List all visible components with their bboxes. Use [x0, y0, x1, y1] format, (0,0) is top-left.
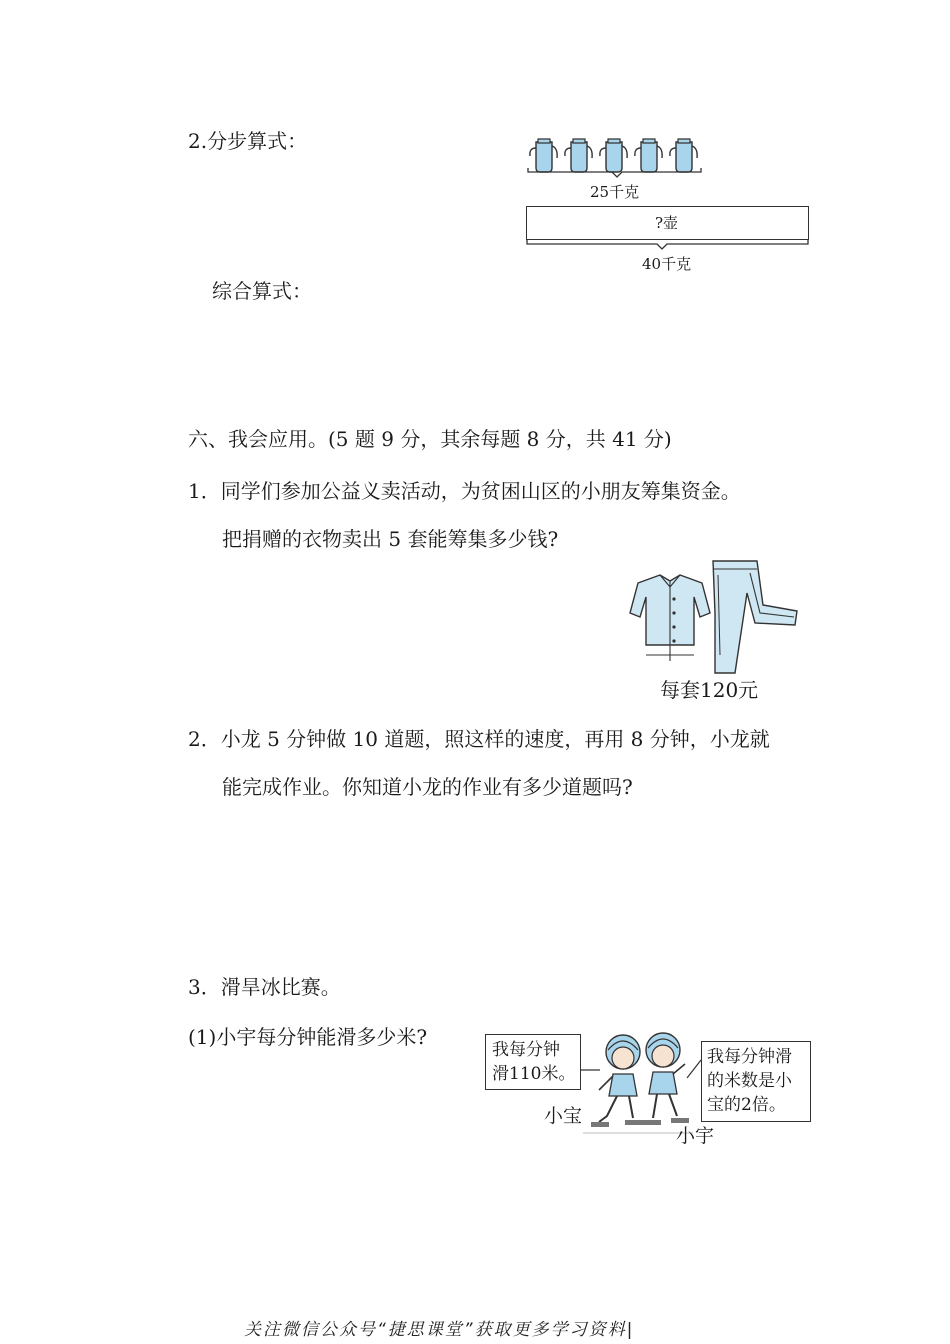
- bottom-weight-label: 40千克: [642, 255, 692, 273]
- kettle-icon: [530, 139, 557, 172]
- problem1-line2: 把捐赠的衣物卖出 5 套能筹集多少钱?: [222, 527, 559, 551]
- problem3-sub1: (1)小宇每分钟能滑多少米?: [188, 1025, 428, 1049]
- bottom-brace: [527, 240, 808, 249]
- problem3-title: 3．滑旱冰比赛。: [188, 975, 341, 999]
- name-xiaoyu: 小宇: [676, 1125, 715, 1147]
- kettle-count-box: [526, 206, 809, 240]
- jacket-icon: [630, 575, 710, 661]
- top-weight-label: 25千克: [590, 183, 640, 201]
- section-title: 六、我会应用。(5 题 9 分，其余每题 8 分，共 41 分): [188, 427, 672, 451]
- kettle-icon: [600, 139, 627, 172]
- step-equation-label: 2.分步算式：: [188, 129, 308, 153]
- pants-icon: [713, 561, 797, 673]
- problem1-line1: 1．同学们参加公益义卖活动，为贫困山区的小朋友筹集资金。: [188, 479, 741, 503]
- kettle-icon: [635, 139, 662, 172]
- problem2-line1: 2．小龙 5 分钟做 10 道题，照这样的速度，再用 8 分钟，小龙就: [188, 727, 770, 751]
- kettle-icon: [565, 139, 592, 172]
- price-label: 每套120元: [660, 678, 759, 702]
- box-label: ?壶: [655, 214, 679, 232]
- footer-note: 关注微信公众号“捷思课堂”获取更多学习资料|: [244, 1320, 635, 1340]
- skater-xiaoyu-icon: [643, 1033, 689, 1125]
- kettle-icon: [670, 139, 697, 172]
- skater-xiaobao-icon: [591, 1035, 643, 1127]
- clothes-illustration: [610, 555, 810, 670]
- bubble-left-text: 我每分钟 滑110米。: [492, 1040, 576, 1084]
- problem2-line2: 能完成作业。你知道小龙的作业有多少道题吗?: [222, 775, 633, 799]
- bubble-right-text: 我每分钟滑 的米数是小 宝的2倍。: [707, 1047, 792, 1115]
- speech-bubble-left: [485, 1034, 581, 1090]
- speech-bubble-right: [701, 1041, 811, 1122]
- combined-equation-label: 综合算式：: [212, 279, 312, 303]
- name-xiaobao: 小宝: [544, 1105, 583, 1127]
